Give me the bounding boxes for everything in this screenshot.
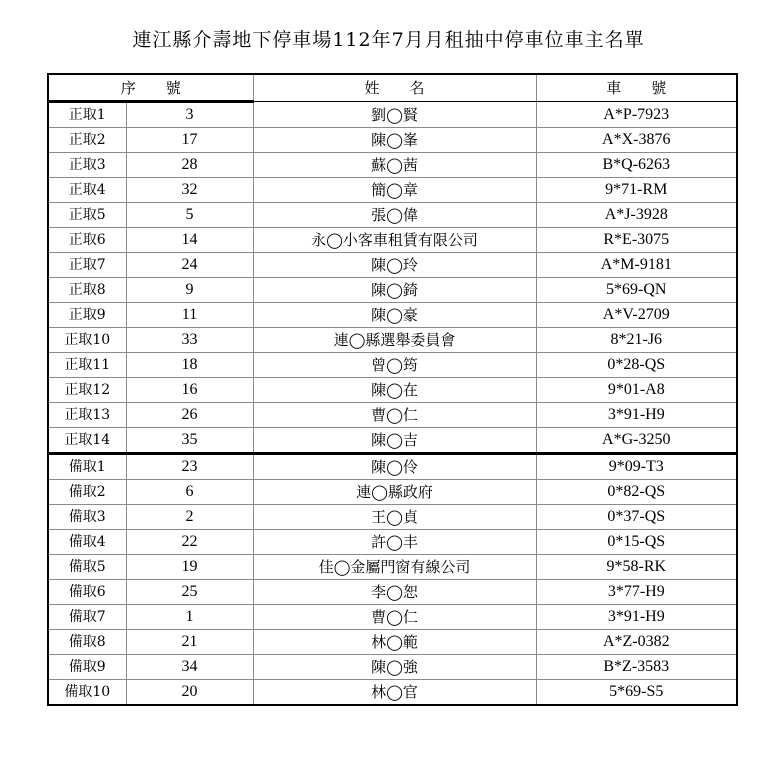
category-cell: 備取3 [48, 505, 126, 530]
category-cell: 正取5 [48, 203, 126, 228]
category-cell: 正取13 [48, 403, 126, 428]
name-cell: 連◯縣政府 [253, 480, 536, 505]
plate-cell: 9*58-RK [536, 555, 737, 580]
table-row [48, 378, 737, 403]
name-cell: 陳◯伶 [253, 454, 536, 480]
number-cell: 34 [126, 655, 253, 680]
plate-cell: 0*28-QS [536, 353, 737, 378]
number-cell: 6 [126, 480, 253, 505]
table-row [48, 605, 737, 630]
number-cell: 35 [126, 428, 253, 454]
name-cell: 陳◯玲 [253, 253, 536, 278]
table-row [48, 680, 737, 706]
category-cell: 正取2 [48, 128, 126, 153]
plate-cell: 9*01-A8 [536, 378, 737, 403]
number-cell: 20 [126, 680, 253, 706]
table-row [48, 203, 737, 228]
name-cell: 林◯官 [253, 680, 536, 706]
name-cell: 曹◯仁 [253, 403, 536, 428]
name-cell: 連◯縣選舉委員會 [253, 328, 536, 353]
name-cell: 曾◯筠 [253, 353, 536, 378]
table-header [48, 74, 737, 102]
plate-cell: A*X-3876 [536, 128, 737, 153]
number-cell: 24 [126, 253, 253, 278]
number-cell: 1 [126, 605, 253, 630]
number-cell: 11 [126, 303, 253, 328]
table-row [48, 153, 737, 178]
number-cell: 16 [126, 378, 253, 403]
number-cell: 5 [126, 203, 253, 228]
table-row [48, 428, 737, 454]
plate-cell: 3*77-H9 [536, 580, 737, 605]
header-row [48, 74, 737, 102]
category-cell: 正取1 [48, 102, 126, 128]
plate-cell: A*V-2709 [536, 303, 737, 328]
category-cell: 正取6 [48, 228, 126, 253]
name-cell: 張◯偉 [253, 203, 536, 228]
plate-cell: 8*21-J6 [536, 328, 737, 353]
plate-cell: A*P-7923 [536, 102, 737, 128]
name-cell: 李◯恕 [253, 580, 536, 605]
plate-cell: B*Q-6263 [536, 153, 737, 178]
plate-cell: 3*91-H9 [536, 605, 737, 630]
number-cell: 14 [126, 228, 253, 253]
plate-cell: A*J-3928 [536, 203, 737, 228]
table-row [48, 403, 737, 428]
table-row [48, 253, 737, 278]
table-row [48, 530, 737, 555]
number-cell: 17 [126, 128, 253, 153]
table-body [48, 102, 737, 706]
plate-cell: 0*82-QS [536, 480, 737, 505]
plate-cell: R*E-3075 [536, 228, 737, 253]
category-cell: 備取2 [48, 480, 126, 505]
number-cell: 22 [126, 530, 253, 555]
category-cell: 備取4 [48, 530, 126, 555]
category-cell: 正取7 [48, 253, 126, 278]
number-cell: 2 [126, 505, 253, 530]
name-cell: 佳◯金屬門窗有線公司 [253, 555, 536, 580]
number-cell: 25 [126, 580, 253, 605]
name-cell: 陳◯錡 [253, 278, 536, 303]
name-cell: 陳◯在 [253, 378, 536, 403]
column-header-name: 姓 名 [253, 74, 536, 102]
name-cell: 林◯範 [253, 630, 536, 655]
number-cell: 18 [126, 353, 253, 378]
table-row [48, 353, 737, 378]
category-cell: 正取8 [48, 278, 126, 303]
category-cell: 正取3 [48, 153, 126, 178]
number-cell: 9 [126, 278, 253, 303]
number-cell: 21 [126, 630, 253, 655]
plate-cell: 5*69-QN [536, 278, 737, 303]
name-cell: 陳◯豪 [253, 303, 536, 328]
page-title: 連江縣介壽地下停車場112年7月月租抽中停車位車主名單 [132, 29, 645, 51]
category-cell: 正取9 [48, 303, 126, 328]
table-row [48, 580, 737, 605]
number-cell: 32 [126, 178, 253, 203]
name-cell: 劉◯賢 [253, 102, 536, 128]
table-row [48, 328, 737, 353]
plate-cell: 3*91-H9 [536, 403, 737, 428]
name-cell: 蘇◯茜 [253, 153, 536, 178]
category-cell: 備取8 [48, 630, 126, 655]
number-cell: 33 [126, 328, 253, 353]
column-header-seq: 序 號 [48, 74, 253, 102]
category-cell: 正取14 [48, 428, 126, 454]
plate-cell: A*M-9181 [536, 253, 737, 278]
name-cell: 王◯貞 [253, 505, 536, 530]
category-cell: 正取10 [48, 328, 126, 353]
category-cell: 正取12 [48, 378, 126, 403]
name-cell: 永◯小客車租賃有限公司 [253, 228, 536, 253]
name-cell: 陳◯吉 [253, 428, 536, 454]
table-row [48, 454, 737, 480]
table-row [48, 278, 737, 303]
plate-cell: B*Z-3583 [536, 655, 737, 680]
table-row [48, 228, 737, 253]
column-header-plate: 車 號 [536, 74, 737, 102]
plate-cell: 5*69-S5 [536, 680, 737, 706]
category-cell: 備取10 [48, 680, 126, 706]
name-cell: 許◯丰 [253, 530, 536, 555]
name-cell: 陳◯峯 [253, 128, 536, 153]
table-row [48, 303, 737, 328]
category-cell: 正取11 [48, 353, 126, 378]
plate-cell: 0*37-QS [536, 505, 737, 530]
number-cell: 19 [126, 555, 253, 580]
table-row [48, 102, 737, 128]
table-row [48, 505, 737, 530]
table-row [48, 655, 737, 680]
name-cell: 曹◯仁 [253, 605, 536, 630]
plate-cell: 9*09-T3 [536, 454, 737, 480]
plate-cell: 9*71-RM [536, 178, 737, 203]
category-cell: 備取6 [48, 580, 126, 605]
category-cell: 備取7 [48, 605, 126, 630]
number-cell: 28 [126, 153, 253, 178]
table-row [48, 630, 737, 655]
category-cell: 備取9 [48, 655, 126, 680]
number-cell: 26 [126, 403, 253, 428]
plate-cell: 0*15-QS [536, 530, 737, 555]
roster-table [47, 73, 738, 706]
table-row [48, 480, 737, 505]
name-cell: 簡◯章 [253, 178, 536, 203]
category-cell: 正取4 [48, 178, 126, 203]
table-row [48, 555, 737, 580]
number-cell: 3 [126, 102, 253, 128]
category-cell: 備取1 [48, 454, 126, 480]
plate-cell: A*Z-0382 [536, 630, 737, 655]
table-row [48, 128, 737, 153]
category-cell: 備取5 [48, 555, 126, 580]
name-cell: 陳◯強 [253, 655, 536, 680]
plate-cell: A*G-3250 [536, 428, 737, 454]
table-row [48, 178, 737, 203]
number-cell: 23 [126, 454, 253, 480]
